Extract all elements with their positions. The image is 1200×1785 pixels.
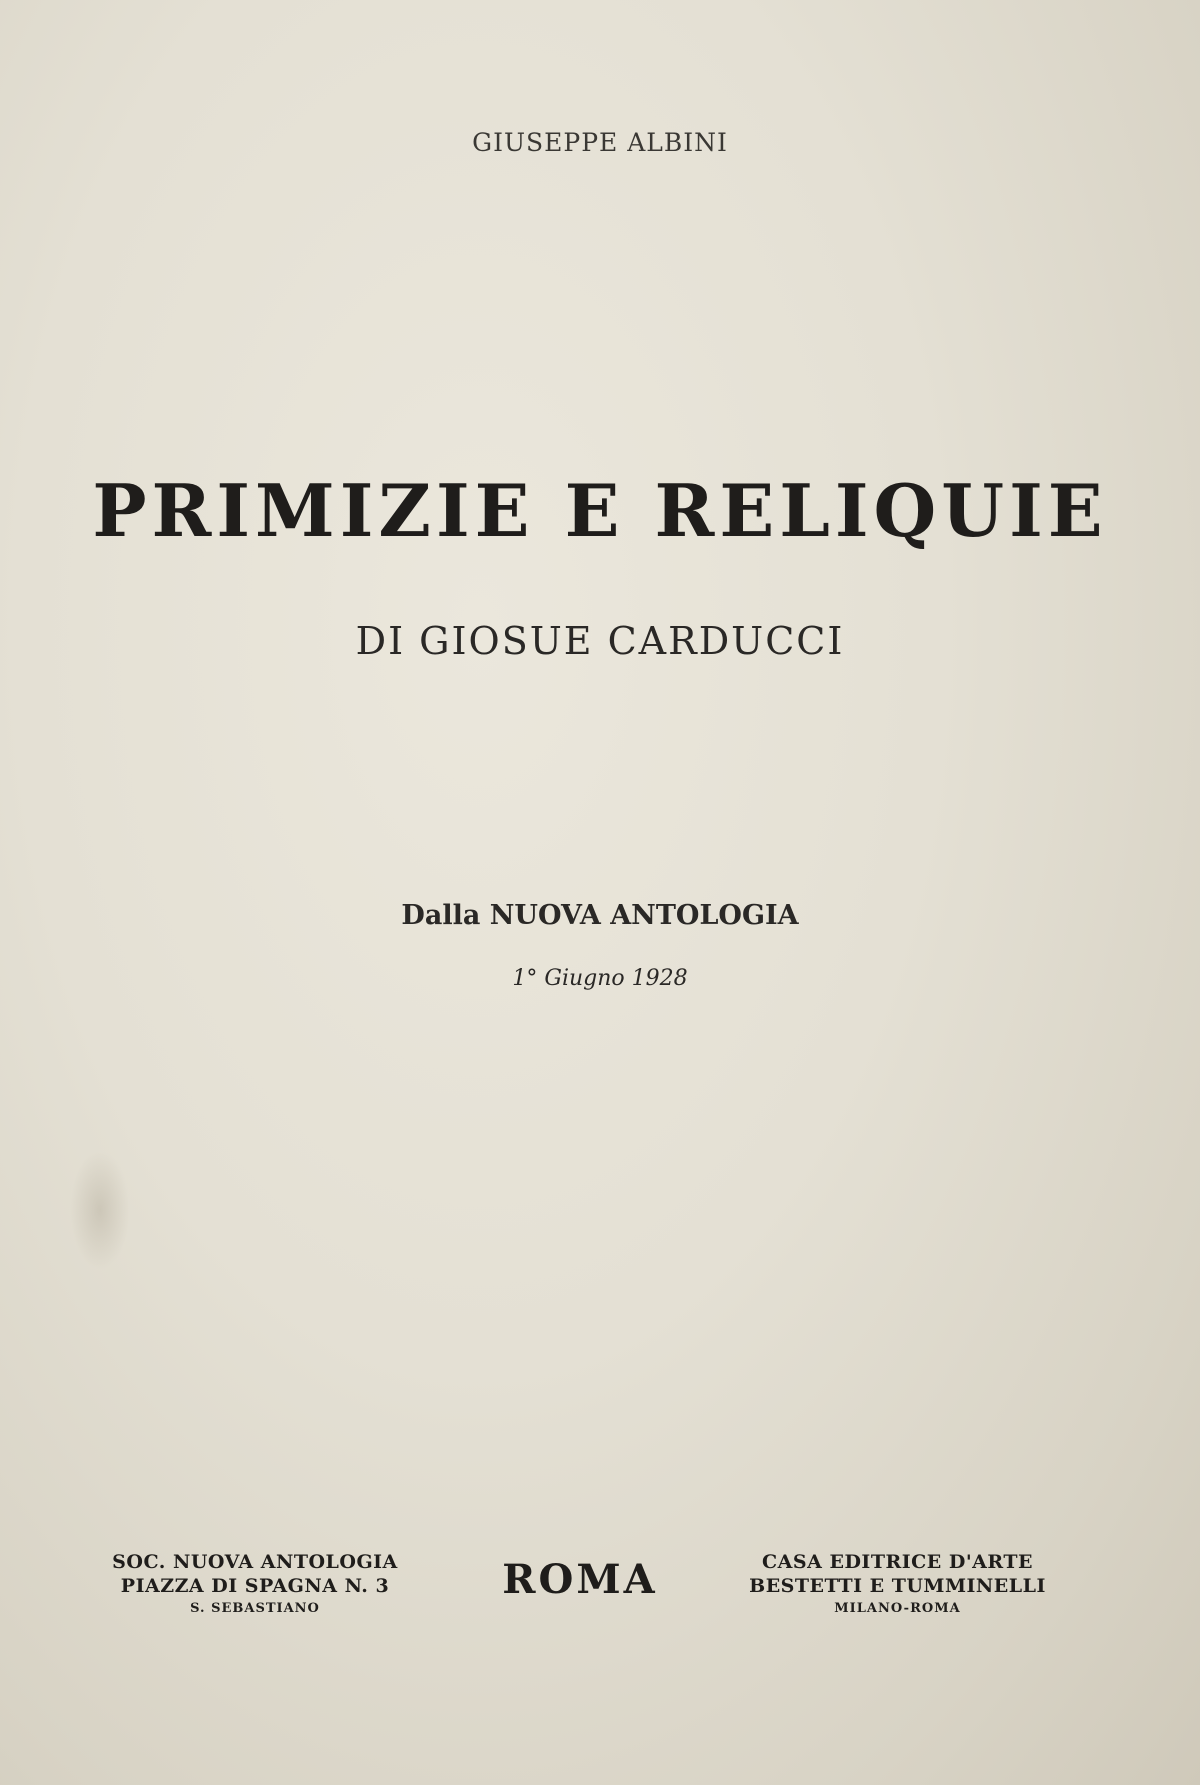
imprint-left-line2: PIAZZA DI SPAGNA N. 3 [120,1575,390,1597]
source-line [0,900,1200,931]
imprint-city: ROMA [502,1556,658,1603]
imprint-left-line1: SOC. NUOVA ANTOLOGIA [112,1551,398,1573]
book-title: PRIMIZIE E RELIQUIE [92,468,1108,553]
source-prefix: Dalla [401,900,481,931]
publication-date: 1° Giugno 1928 [512,966,688,991]
imprint-right-line1: CASA EDITRICE D'ARTE [762,1551,1033,1573]
imprint-left [100,1550,410,1620]
imprint-right-line3: MILANO-ROMA [834,1601,961,1616]
source-journal: NUOVA ANTOLOGIA [489,900,799,931]
paper-stain [70,1150,130,1270]
imprint-right-line2: BESTETTI E TUMMINELLI [749,1575,1046,1597]
book-subtitle: DI GIOSUE CARDUCCI [355,619,845,663]
author-name: GIUSEPPE ALBINI [472,128,728,157]
imprint-right [745,1550,1050,1620]
imprint-left-line3: S. SEBASTIANO [190,1601,320,1616]
